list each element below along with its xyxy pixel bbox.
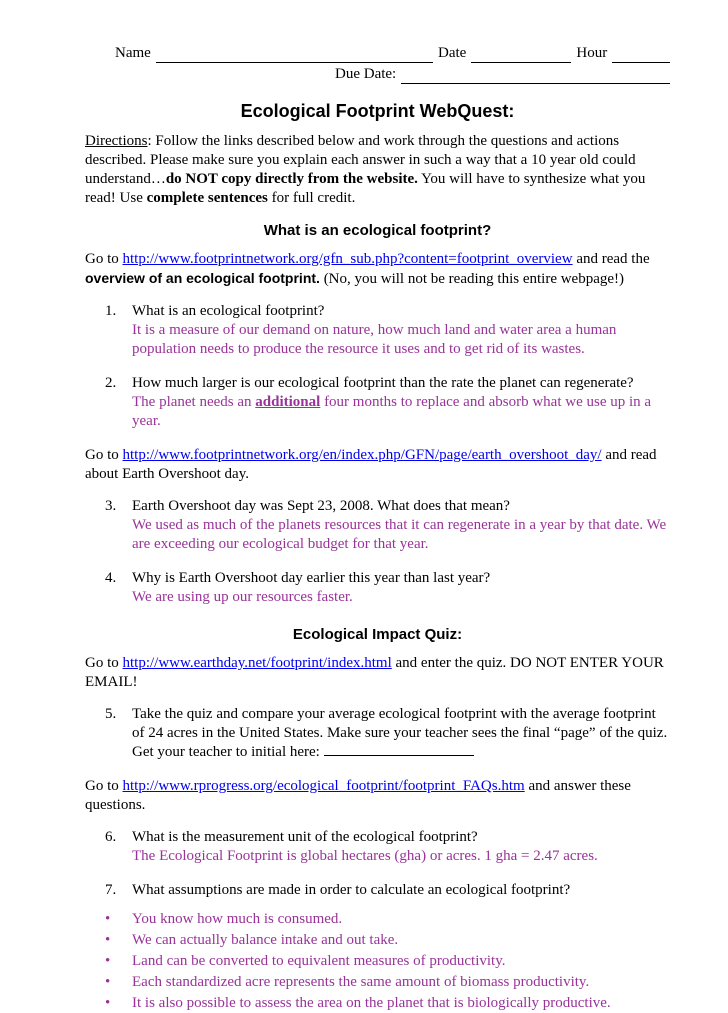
question-5-text xyxy=(132,705,670,762)
goto4-post: and answer these questions. xyxy=(85,778,631,813)
question-3-text: Earth Overshoot day was Sept 23, 2008. What does that mean? xyxy=(132,498,510,514)
goto3-pre: Go to xyxy=(85,655,123,671)
question-3-number: 3. xyxy=(105,498,117,514)
question-1 xyxy=(85,302,670,359)
goto-paragraph-overview xyxy=(85,250,670,289)
question-2-answer-bold: additional xyxy=(255,394,321,410)
earth-overshoot-link[interactable]: http://www.footprintnetwork.org/en/index.php/GFN/page/earth_overshoot_day/ xyxy=(122,447,602,463)
bullet-icon xyxy=(105,952,132,971)
page-title: Ecological Footprint WebQuest: xyxy=(240,101,515,121)
question-2-number: 2. xyxy=(105,375,117,391)
question-6 xyxy=(85,828,670,866)
date-blank-line xyxy=(471,47,571,63)
question-1-answer: It is a measure of our demand on nature, how much land and water area a human population needs to produce the resource it uses and to get rid of its wastes. xyxy=(132,322,617,357)
question-2-text: How much larger is our ecological footprint than the rate the planet can regenerate? xyxy=(132,375,634,391)
directions-text: : Follow the links described below and work through the questions and actions described. Please make sure you explain each answer in such a way that a 10 year old could understand… xyxy=(85,133,636,187)
question-7-answer-bullets xyxy=(85,910,670,1013)
hour-label: Hour xyxy=(576,45,608,61)
directions-text-mid: You will have to synthesize what you read! Use xyxy=(85,171,646,206)
footprint-overview-link[interactable]: http://www.footprintnetwork.org/gfn_sub.php?content=footprint_overview xyxy=(122,251,573,267)
bullet-icon xyxy=(105,931,132,950)
bullet-text: Land can be converted to equivalent measures of productivity. xyxy=(132,953,506,969)
bullet-text: Each standardized acre represents the same amount of biomass productivity. xyxy=(132,974,590,990)
question-5-number: 5. xyxy=(105,706,117,722)
name-blank-line xyxy=(156,47,433,63)
bullet-item xyxy=(85,931,670,950)
goto4-pre: Go to xyxy=(85,778,123,794)
directions-text-end: for full credit. xyxy=(267,190,356,206)
bullet-icon xyxy=(105,910,132,929)
question-7-text: What assumptions are made in order to calculate an ecological footprint? xyxy=(132,882,571,898)
bullet-item xyxy=(85,994,670,1013)
directions-paragraph xyxy=(85,132,670,208)
goto1-mid: and read the xyxy=(572,251,650,267)
question-1-text: What is an ecological footprint? xyxy=(132,303,325,319)
teacher-initial-blank-line xyxy=(324,743,474,756)
date-label: Date xyxy=(438,45,467,61)
question-4-text: Why is Earth Overshoot day earlier this year than last year? xyxy=(132,570,491,586)
bullet-text: You know how much is consumed. xyxy=(132,911,343,927)
question-6-number: 6. xyxy=(105,829,117,845)
question-5 xyxy=(85,705,670,762)
due-date-blank-line xyxy=(401,68,670,84)
question-4-answer: We are using up our resources faster. xyxy=(132,589,353,605)
bullet-item xyxy=(85,910,670,929)
goto-paragraph-faqs xyxy=(85,777,670,815)
earthday-quiz-link[interactable]: http://www.earthday.net/footprint/index.html xyxy=(122,655,392,671)
goto1-bold: overview of an ecological footprint. xyxy=(85,270,320,286)
bullet-icon xyxy=(105,994,132,1013)
directions-bold-complete-sentences: complete sentences xyxy=(146,190,268,206)
goto1-pre: Go to xyxy=(85,251,123,267)
goto-paragraph-overshoot xyxy=(85,446,670,484)
question-3 xyxy=(85,497,670,554)
goto2-post: and read about Earth Overshoot day. xyxy=(85,447,657,482)
due-date-label: Due Date: xyxy=(335,66,397,82)
question-5-text-span: Take the quiz and compare your average ecological footprint with the average footprint of 24 acres in the United States. Make sure your teacher sees the final “page” of the quiz. Get your teacher to initial here: xyxy=(132,706,668,760)
bullet-text: It is also possible to assess the area on the planet that is biologically productive. xyxy=(132,995,611,1011)
name-label: Name xyxy=(115,45,151,61)
question-3-answer: We used as much of the planets resources that it can regenerate in a year by that date. We are exceeding our ecological budget for that year. xyxy=(132,517,667,552)
footprint-faqs-link[interactable]: http://www.rprogress.org/ecological_footprint/footprint_FAQs.htm xyxy=(122,778,525,794)
header-line-2 xyxy=(85,65,670,84)
bullet-text: We can actually balance intake and out take. xyxy=(132,932,399,948)
hour-blank-line xyxy=(612,47,670,63)
question-2-answer-post: four months to replace and absorb what we use up in a year. xyxy=(132,394,652,429)
question-6-answer: The Ecological Footprint is global hectares (gha) or acres. 1 gha = 2.47 acres. xyxy=(132,848,598,864)
question-7 xyxy=(85,881,670,900)
goto2-pre: Go to xyxy=(85,447,123,463)
question-2-answer-pre: The planet needs an xyxy=(132,394,256,410)
goto1-post: (No, you will not be reading this entire webpage!) xyxy=(319,271,625,287)
directions-bold-no-copy: do NOT copy directly from the website. xyxy=(165,171,418,187)
question-7-number: 7. xyxy=(105,882,117,898)
bullet-icon xyxy=(105,973,132,992)
question-2 xyxy=(85,374,670,431)
directions-label: Directions xyxy=(85,133,148,149)
section-heading-quiz: Ecological Impact Quiz: xyxy=(292,626,463,643)
goto3-post: and enter the quiz. DO NOT ENTER YOUR EMAIL! xyxy=(85,655,664,690)
question-4 xyxy=(85,569,670,607)
bullet-item xyxy=(85,973,670,992)
question-4-number: 4. xyxy=(105,570,117,586)
question-2-answer xyxy=(132,393,670,431)
section-heading-footprint: What is an ecological footprint? xyxy=(263,222,492,239)
question-1-number: 1. xyxy=(105,303,117,319)
goto-paragraph-quiz xyxy=(85,654,670,692)
header-line-1 xyxy=(85,44,670,63)
bullet-item xyxy=(85,952,670,971)
question-6-text: What is the measurement unit of the ecological footprint? xyxy=(132,829,478,845)
